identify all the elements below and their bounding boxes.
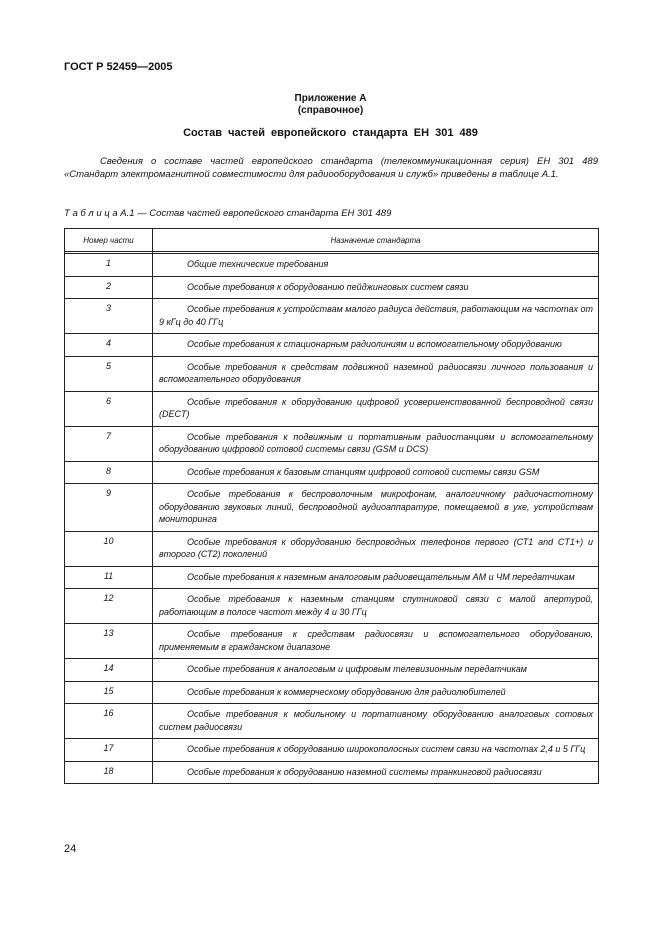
table-row [65,681,599,704]
table-row [65,659,599,682]
table-row [65,391,599,426]
purpose-cell: Особые требования к средствам радиосвязи и вспомогательного оборудованию, применяемым в гражданском диапазоне [153,624,599,659]
part-number-cell: 11 [65,566,153,589]
purpose-cell: Особые требования к подвижным и портативным радиостанциям и вспомогательному оборудованию цифровой сотовой системы связи (GSM и DCS) [153,426,599,461]
table-row [65,334,599,357]
purpose-cell: Особые требования к базовым станциям цифровой сотовой системы связи GSM [153,461,599,484]
purpose-cell: Особые требования к мобильному и портативному оборудованию аналоговых сотовых систем радиосвязи [153,704,599,739]
part-number-cell: 8 [65,461,153,484]
part-number-cell: 12 [65,589,153,624]
part-number-cell: 10 [65,531,153,566]
part-number-cell: 9 [65,484,153,532]
table-row [65,461,599,484]
document-code: ГОСТ Р 52459—2005 [64,61,173,73]
appendix-heading [0,93,661,117]
part-number-cell: 14 [65,659,153,682]
purpose-cell: Особые требования к оборудованию цифровой усовершенствованной беспроводной связи (DECT) [153,391,599,426]
part-number-cell: 5 [65,356,153,391]
purpose-cell: Общие технические требования [153,254,599,277]
part-number-cell: 2 [65,276,153,299]
table-row [65,531,599,566]
section-title: Состав частей европейского стандарта ЕН 301 489 [183,127,478,139]
table-row [65,254,599,277]
part-number-cell: 3 [65,299,153,334]
header-part-number: Номер части [65,229,153,252]
table-row [65,299,599,334]
table-row [65,566,599,589]
purpose-cell: Особые требования к наземным станциям спутниковой связи с малой апертурой, работающим в полосе частот между 4 и 30 ГГц [153,589,599,624]
table-row [65,739,599,762]
purpose-cell: Особые требования к средствам подвижной наземной радиосвязи личного пользования и вспомогательного оборудования [153,356,599,391]
purpose-cell: Особые требования к оборудованию наземной системы транкинговой радиосвязи [153,761,599,784]
appendix-note: (справочное) [297,105,364,116]
part-number-cell: 16 [65,704,153,739]
table-row [65,761,599,784]
table-row [65,276,599,299]
part-number-cell: 18 [65,761,153,784]
table-header-row [65,229,599,252]
purpose-cell: Особые требования к устройствам малого радиуса действия, работающим на частотах от 9 кГц до 40 ГГц [153,299,599,334]
part-number-cell: 17 [65,739,153,762]
purpose-cell: Особые требования к оборудованию беспроводных телефонов первого (СТ1 and CT1+) и второго (СТ2) поколений [153,531,599,566]
page-number: 24 [64,843,77,855]
table-body [65,252,599,784]
purpose-cell: Особые требования к оборудованию широкополосных систем связи на частотах 2,4 и 5 ГГц [153,739,599,762]
parts-table [64,228,599,784]
purpose-cell: Особые требования к коммерческому оборудованию для радиолюбителей [153,681,599,704]
purpose-cell: Особые требования к оборудованию пейджинговых систем связи [153,276,599,299]
purpose-cell: Особые требования к наземным аналоговым радиовещательным АМ и ЧМ передатчикам [153,566,599,589]
table-row [65,624,599,659]
header-purpose: Назначение стандарта [153,229,599,252]
table-row [65,356,599,391]
table-caption: Т а б л и ц а А.1 — Состав частей европейского стандарта ЕН 301 489 [64,208,392,219]
table-row [65,426,599,461]
part-number-cell: 15 [65,681,153,704]
part-number-cell: 6 [65,391,153,426]
intro-paragraph: Сведения о составе частей европейского стандарта (телекоммуникационная серия) ЕН 301 489 «Стандарт электромагнитной совместимости для радиооборудования и служб» приведены в таблице А.1. [64,156,598,180]
part-number-cell: 7 [65,426,153,461]
appendix-label: Приложение А [294,93,367,104]
table-row [65,704,599,739]
purpose-cell: Особые требования к беспроволочным микрофонам, аналогичному радиочастотному оборудованию звуковых линий, беспроводной аудиоаппаратуре, помещаемой в ухе, устройствам мониторинга [153,484,599,532]
purpose-cell: Особые требования к аналоговым и цифровым телевизионным передатчикам [153,659,599,682]
part-number-cell: 1 [65,254,153,277]
purpose-cell: Особые требования к стационарным радиолиниям и вспомогательному оборудованию [153,334,599,357]
table-row [65,484,599,532]
part-number-cell: 13 [65,624,153,659]
table-row [65,589,599,624]
part-number-cell: 4 [65,334,153,357]
